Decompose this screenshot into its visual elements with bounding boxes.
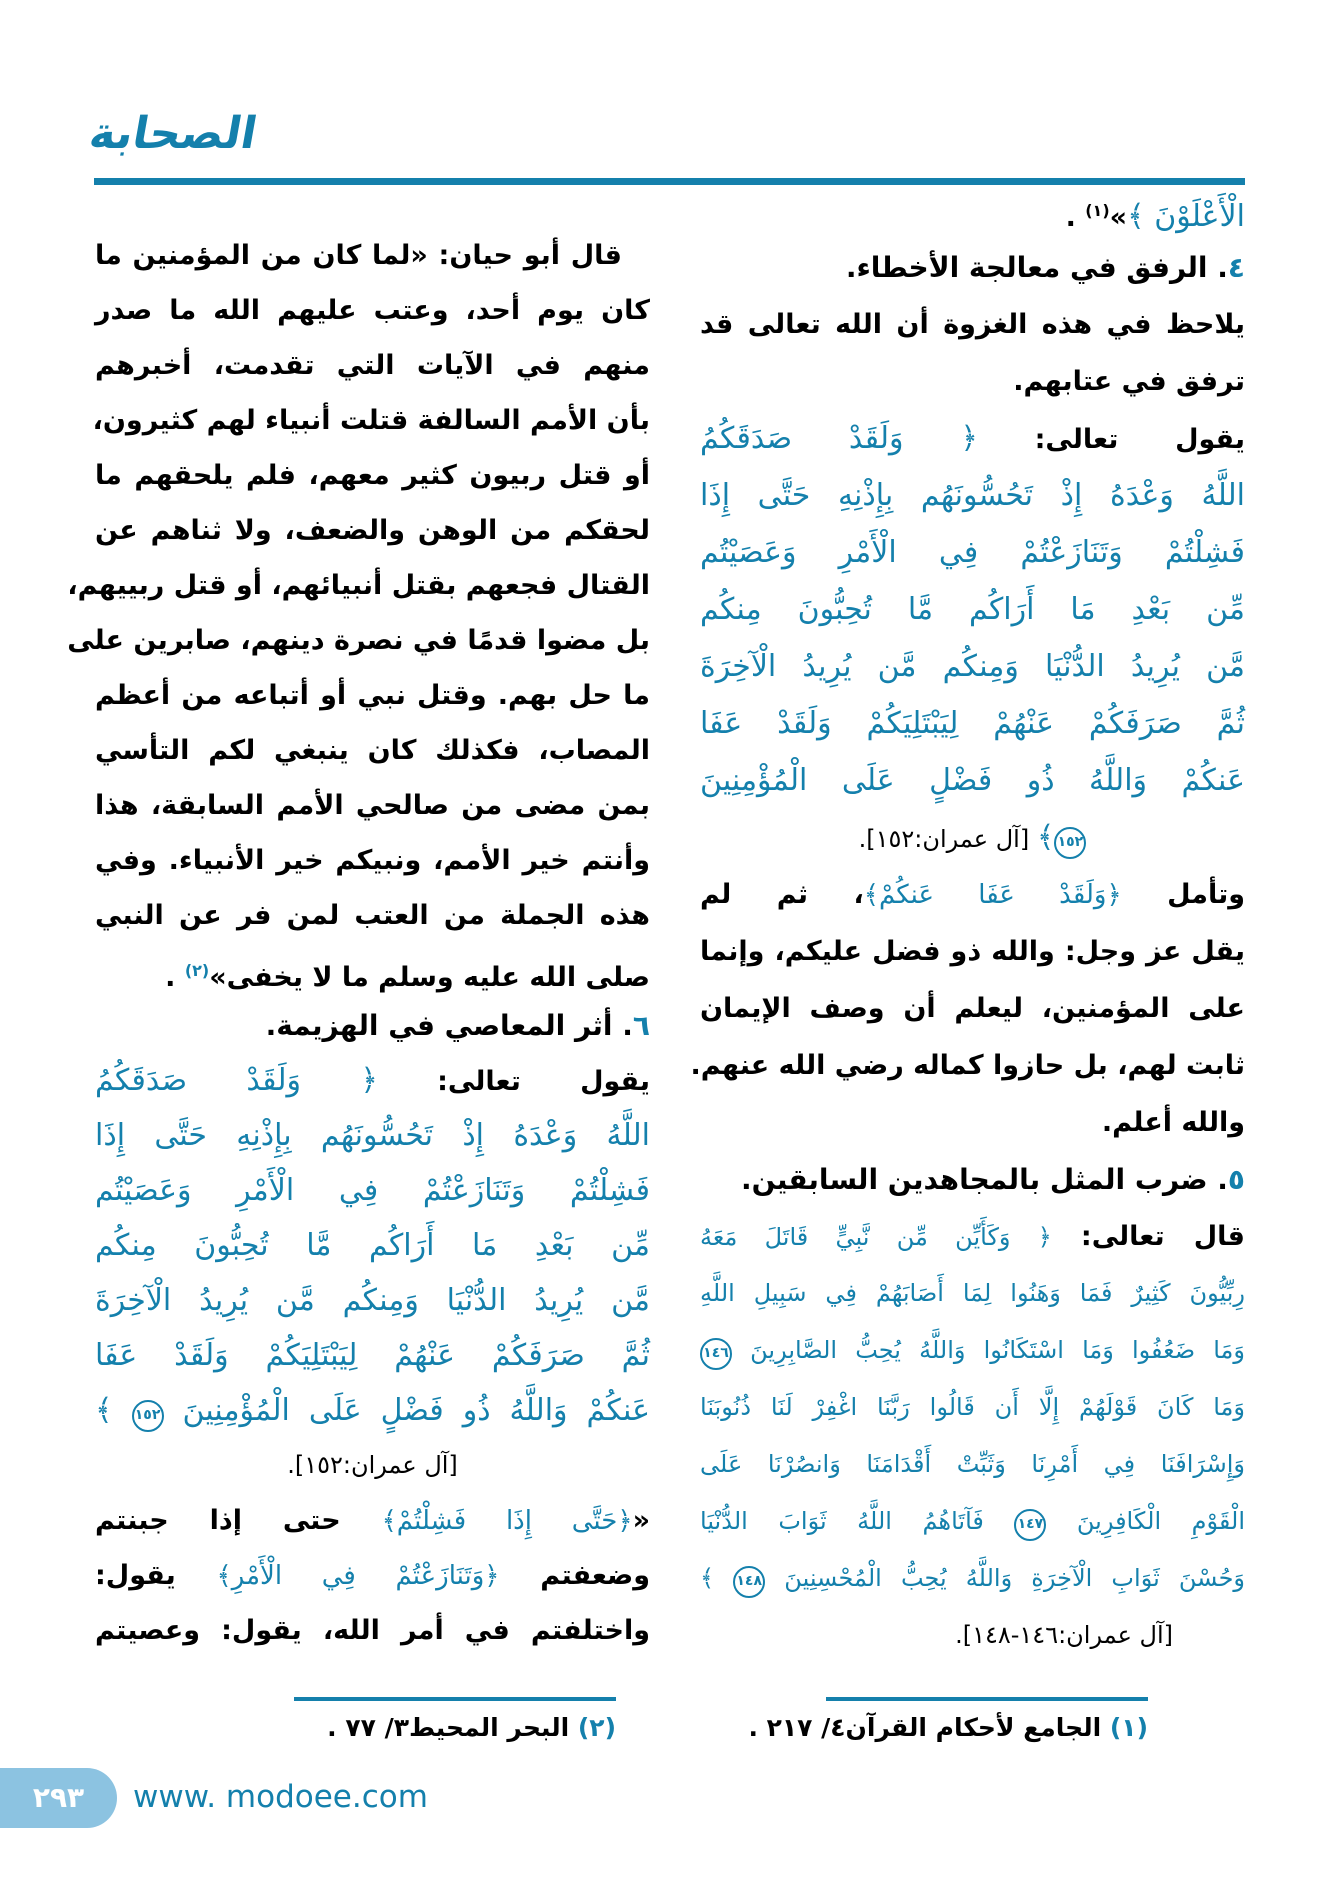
verse-line [95, 1273, 650, 1328]
body-text: ما حل بهم. وقتل نبي أو أتباعه من أعظم [95, 680, 650, 711]
body-text: بأن الأمم السالفة قتلت أنبياء لهم كثيرون، [92, 405, 650, 436]
body-text: . [165, 962, 185, 993]
body-line [92, 393, 650, 448]
body-line [95, 228, 650, 283]
footnote-divider [826, 1697, 1148, 1701]
body-line [700, 353, 1245, 410]
verse-number-badge: ١٥٢ [1054, 827, 1086, 859]
footnote-source: البحر المحيط٣/ ٧٧ . [327, 1713, 578, 1742]
quran-verse-segment: وَإِسْرَافَنَا فِي أَمْرِنَا وَثَبِّتْ أَقْدَامَنَا وَانصُرْنَا عَلَى [700, 1450, 1245, 1478]
body-text: كان يوم أحد، وعتب عليهم الله ما صدر [95, 295, 650, 326]
section-heading [95, 998, 650, 1053]
verse-number-badge: ١٤٦ [700, 1338, 732, 1370]
body-text: يلاحظ في هذه الغزوة أن الله تعالى قد [700, 309, 1245, 340]
body-text: والله أعلم. [1101, 1107, 1245, 1138]
quran-verse-segment: وَمَا كَانَ قَوْلَهُمْ إِلَّا أَن قَالُوا رَبَّنَا اغْفِرْ لَنَا ذُنُوبَنَا [700, 1393, 1245, 1421]
body-text: وأنتم خير الأمم، ونبيكم خير الأنبياء. وفي [95, 845, 650, 876]
body-text: أو قتل ربيون كثير معهم، فلم يلحقهم ما [95, 460, 650, 491]
body-text: صلى الله عليه وسلم ما لا يخفى» [209, 962, 650, 993]
verse-line [95, 1328, 650, 1383]
closing-quote: » [1109, 202, 1128, 233]
verse-reference: [آل عمران:١٥٢]. [858, 825, 1037, 853]
body-text: وضعفتم [499, 1560, 651, 1591]
body-text: ، ثم لم [700, 879, 864, 910]
body-line [95, 338, 650, 393]
body-line [690, 1037, 1245, 1094]
body-line [700, 410, 1245, 467]
verse-line [700, 695, 1245, 752]
quran-verse-segment: وَمَا ضَعُفُوا وَمَا اسْتَكَانُوا وَاللَّهُ يُحِبُّ الصَّابِرِينَ [732, 1336, 1245, 1364]
body-text: . [1065, 202, 1086, 233]
body-text: المصاب، فكذلك كان ينبغي لكم التأسي [95, 735, 650, 766]
verse-number-badge: ١٤٨ [733, 1566, 765, 1598]
verse-line [700, 524, 1245, 581]
quran-verse-segment: مَّن يُرِيدُ الدُّنْيَا وَمِنكُم مَّن يُرِيدُ الْآخِرَةَ [700, 649, 1245, 684]
quran-verse-segment: ثُمَّ صَرَفَكُمْ عَنْهُمْ لِيَبْتَلِيَكُمْ وَلَقَدْ عَفَا [700, 706, 1245, 741]
quran-verse-segment: فَآتَاهُمُ اللَّهُ ثَوَابَ الدُّنْيَا [700, 1507, 1015, 1535]
body-line [95, 448, 650, 503]
body-line [95, 1603, 650, 1658]
body-text: على المؤمنين، ليعلم أن وصف الإيمان [700, 993, 1245, 1024]
verse-line [700, 467, 1245, 524]
footnote-ref-marker: (١) [1085, 201, 1110, 220]
verse-number-badge: ١٤٧ [1014, 1509, 1046, 1541]
body-line [700, 296, 1245, 353]
quran-verse-segment: الْأَعْلَوْنَ ﴾ [1127, 199, 1245, 234]
body-text: حتى إذا جبنتم [95, 1505, 382, 1536]
body-line [95, 668, 650, 723]
quran-verse-segment: اللَّهُ وَعْدَهُ إِذْ تَحُسُّونَهُم بِإِذْنِهِ حَتَّى إِذَا [95, 1118, 650, 1153]
body-text: يقول تعالى: [977, 424, 1246, 455]
body-line [95, 283, 650, 338]
heading-text: . أثر المعاصي في الهزيمة. [265, 1009, 633, 1042]
verse-line [700, 752, 1245, 809]
quran-verse-segment: ﴿ وَكَأَيِّن مِّن نَّبِيٍّ قَاتَلَ مَعَهُ [700, 1223, 1052, 1251]
verse-reference-line [95, 1438, 650, 1493]
quran-verse-segment: ﴿وَلَقَدْ عَفَا عَنكُمْ﴾ [863, 880, 1122, 910]
verse-line [700, 1265, 1245, 1322]
body-text: يقول: [95, 1560, 217, 1591]
quran-verse-segment: مِّن بَعْدِ مَا أَرَاكُم مَّا تُحِبُّونَ مِنكُم [700, 592, 1245, 627]
body-line [95, 833, 650, 888]
body-line [95, 503, 650, 558]
body-text: قال أبو حيان: «لما كان من المؤمنين ما [95, 240, 622, 271]
heading-number: ٦ [632, 1009, 650, 1042]
quran-verse-segment: مَّن يُرِيدُ الدُّنْيَا وَمِنكُم مَّن يُرِيدُ الْآخِرَةَ [95, 1283, 650, 1318]
footnote-source: الجامع لأحكام القرآن٤/ ٢١٧ . [748, 1713, 1110, 1742]
verse-line [700, 1550, 1245, 1607]
body-line [700, 980, 1245, 1037]
body-text: وتأمل [1121, 879, 1246, 910]
body-text: بل مضوا قدمًا في نصرة دينهم، صابرين على [67, 625, 650, 656]
footnote-text-line [294, 1713, 616, 1742]
body-text: القتال فجعهم بقتل أنبيائهم، أو قتل ربييهم، [67, 570, 650, 601]
footnote-divider [294, 1697, 616, 1701]
quran-verse-segment: رِبِّيُّونَ كَثِيرٌ فَمَا وَهَنُوا لِمَا أَصَابَهُمْ فِي سَبِيلِ اللَّهِ [700, 1279, 1245, 1307]
heading-number: ٤ [1227, 251, 1245, 284]
quran-verse-segment: ﴾ [1036, 820, 1055, 855]
opening-quote: « [632, 1505, 651, 1536]
verse-line [700, 581, 1245, 638]
heading-text: . ضرب المثل بالمجاهدين السابقين. [741, 1163, 1228, 1196]
quran-verse-segment: مِّن بَعْدِ مَا أَرَاكُم مَّا تُحِبُّونَ مِنكُم [95, 1228, 650, 1263]
body-line [95, 1493, 650, 1548]
quran-verse-segment: ﴿وَتَنَازَعْتُمْ فِي الْأَمْرِ﴾ [216, 1561, 500, 1591]
heading-number: ٥ [1227, 1163, 1245, 1196]
body-line [95, 888, 650, 943]
body-line [95, 723, 650, 778]
verse-reference: [آل عمران:١٥٢]. [287, 1451, 458, 1479]
footnote-text-line [748, 1713, 1148, 1742]
verse-line [700, 638, 1245, 695]
body-line [67, 613, 650, 668]
body-text: ثابت لهم، بل حازوا كماله رضي الله عنهم. [690, 1050, 1245, 1081]
page-number-badge [0, 1768, 117, 1828]
verse-reference-line [700, 1607, 1245, 1664]
chapter-title: الصحابة [85, 108, 261, 159]
quran-verse-segment: ﴾ [95, 1393, 132, 1428]
section-heading [700, 1151, 1245, 1208]
verse-number-badge: ١٥٢ [132, 1400, 164, 1432]
website-url: www. modoee.com [133, 1779, 428, 1815]
quran-verse-segment: ﴾ [700, 1564, 734, 1592]
body-line [95, 943, 650, 998]
quran-verse-segment: فَشِلْتُمْ وَتَنَازَعْتُمْ فِي الْأَمْرِ وَعَصَيْتُم [700, 535, 1245, 570]
body-text: يقول تعالى: [377, 1066, 651, 1097]
verse-line [700, 1379, 1245, 1436]
body-text: هذه الجملة من العتب لمن فر عن النبي [95, 900, 650, 931]
body-line [67, 558, 650, 613]
verse-line [95, 1383, 650, 1438]
quran-verse-segment: ﴿ وَلَقَدْ صَدَقَكُمُ [95, 1063, 378, 1098]
quran-verse-segment: وَحُسْنَ ثَوَابِ الْآخِرَةِ وَاللَّهُ يُحِبُّ الْمُحْسِنِينَ [765, 1564, 1245, 1592]
footnote-number: (٢) [577, 1713, 616, 1742]
quran-verse-segment: ثُمَّ صَرَفَكُمْ عَنْهُمْ لِيَبْتَلِيَكُمْ وَلَقَدْ عَفَا [95, 1338, 650, 1373]
body-text: منهم في الآيات التي تقدمت، أخبرهم [95, 350, 650, 381]
body-text: قال تعالى: [1051, 1221, 1245, 1252]
body-line [95, 1548, 650, 1603]
body-text: يقل عز وجل: والله ذو فضل عليكم، وإنما [700, 936, 1245, 967]
body-line [700, 866, 1245, 923]
footnote-ref-marker: (٢) [184, 961, 210, 980]
verse-line [95, 1163, 650, 1218]
verse-reference-line [700, 809, 1245, 866]
page-number: ٢٩٣ [32, 1781, 85, 1814]
quran-verse-segment: ﴿ وَلَقَدْ صَدَقَكُمُ [700, 421, 978, 456]
verse-line [700, 1436, 1245, 1493]
quran-verse-segment: اللَّهُ وَعْدَهُ إِذْ تَحُسُّونَهُم بِإِذْنِهِ حَتَّى إِذَا [700, 478, 1245, 513]
body-line [95, 1053, 650, 1108]
quran-verse-segment: الْقَوْمِ الْكَافِرِينَ [1046, 1507, 1245, 1535]
body-line [700, 1094, 1245, 1151]
quran-verse-segment: فَشِلْتُمْ وَتَنَازَعْتُمْ فِي الْأَمْرِ وَعَصَيْتُم [95, 1173, 650, 1208]
verse-line [95, 1218, 650, 1273]
footnote-right [748, 1686, 1148, 1742]
verse-line [95, 1108, 650, 1163]
verse-end-line [700, 182, 1245, 239]
body-text: واختلفتم في أمر الله، يقول: وعصيتم [95, 1615, 650, 1646]
body-line [95, 778, 650, 833]
footnote-number: (١) [1109, 1713, 1148, 1742]
quran-verse-segment: عَنكُمْ وَاللَّهُ ذُو فَضْلٍ عَلَى الْمُؤْمِنِينَ [163, 1393, 650, 1428]
body-text: بمن مضى من صالحي الأمم السابقة، هذا [95, 790, 650, 821]
verse-line [700, 1322, 1245, 1379]
section-heading [700, 239, 1245, 296]
column-right [690, 182, 1246, 1664]
body-text: ترفق في عتابهم. [1013, 366, 1245, 397]
verse-reference: [آل عمران:١٤٦-١٤٨]. [955, 1621, 1173, 1649]
quran-verse-segment: عَنكُمْ وَاللَّهُ ذُو فَضْلٍ عَلَى الْمُؤْمِنِينَ [700, 763, 1245, 798]
column-left [67, 228, 651, 1658]
footnote-left [294, 1686, 616, 1742]
heading-text: . الرفق في معالجة الأخطاء. [845, 251, 1228, 284]
verse-line [700, 1493, 1245, 1550]
body-line [700, 1208, 1245, 1265]
body-line [700, 923, 1245, 980]
quran-verse-segment: ﴿حَتَّى إِذَا فَشِلْتُمْ﴾ [381, 1506, 633, 1536]
body-text: لحقكم من الوهن والضعف، ولا ثناهم عن [95, 515, 650, 546]
